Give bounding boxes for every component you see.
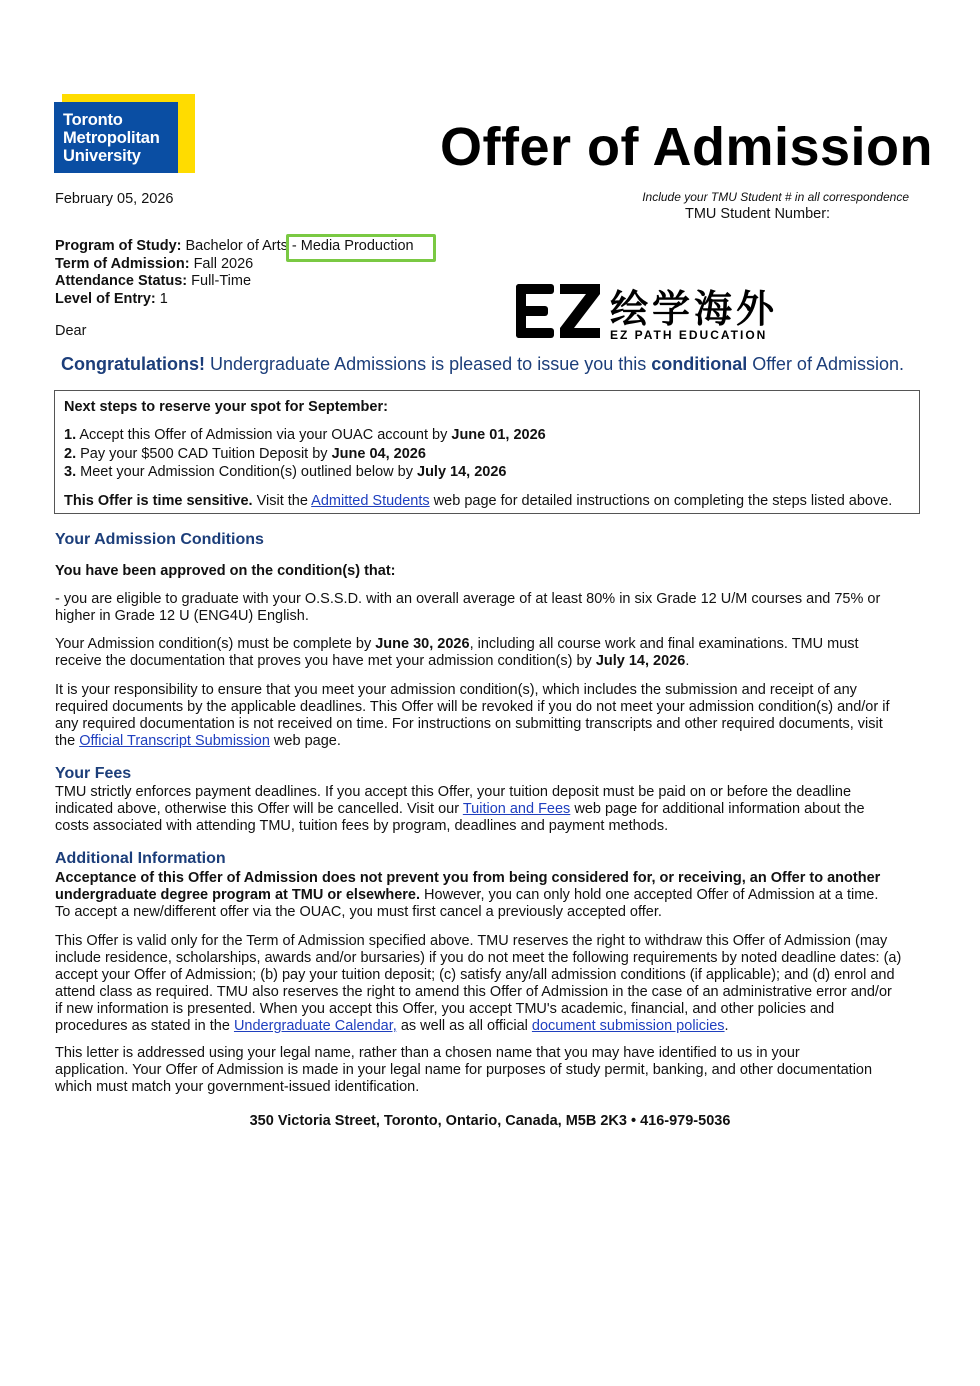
watermark-english-text: EZ PATH EDUCATION [610, 328, 768, 342]
next-steps-list [64, 426, 546, 482]
term-of-admission: Term of Admission: Fall 2026 [55, 255, 254, 272]
validity-text: This Offer is valid only for the Term of Admission specified above. TMU reserves the right to withdraw this Offer of Admission (may include residence, scholarships, awards and/or bursaries) if you do not meet the following requirements by noted deadline dates: (a) accept your Offer of Admission; (b) pay your tuition deposit; (c) satisfy any/all admission conditions (if applicable); and (d) enrol and attend class as required. TMU also reserves the right to amend this Offer of Admission in the case of an administrative error and/or if new information is presented. When you accept this Offer, you accept TMU's academic, financial, and other policies and procedures as stated in the Undergraduate Calendar, as well as all official document submission policies. [55, 933, 902, 1034]
ez-path-watermark [516, 282, 788, 342]
conditions-heading: Your Admission Conditions [55, 531, 264, 548]
responsibility-text: It is your responsibility to ensure that you meet your admission condition(s), which includes the submission and receipt of any required documents by the applicable deadlines. This Offer will be revoked if you do not meet your admission condition(s) and/or if any required documentation is not received on time. For instructions on submitting transcripts and other required documents, visit the Official Transcript Submission web page. [55, 682, 890, 749]
tuition-fees-link[interactable]: Tuition and Fees [462, 801, 571, 817]
document-policies-link[interactable]: document submission policies [531, 1018, 725, 1034]
document-title: Offer of Admission [440, 117, 934, 177]
salutation: Dear [55, 323, 87, 339]
level-of-entry: Level of Entry: 1 [55, 290, 168, 307]
correspondence-note: Include your TMU Student # in all correspondence [642, 190, 909, 204]
tmu-logo [54, 94, 195, 173]
highlight-box [286, 234, 436, 262]
legal-name-text: This letter is addressed using your legal name, rather than a chosen name that you may have identified to us in your application. Your Offer of Admission is made in your legal name for purposes of study permit, banking, and other documentation which must match your government-issued identification. [55, 1045, 873, 1095]
admitted-students-link[interactable]: Admitted Students [311, 493, 430, 509]
step-item: 3. Meet your Admission Condition(s) outlined below by July 14, 2026 [64, 464, 507, 480]
additional-heading: Additional Information [55, 850, 226, 867]
acceptance-text: Acceptance of this Offer of Admission does not prevent you from being considered for, or receiving, an Offer to another undergraduate degree program at TMU or elsewhere. However, you can only hold one accepted Offer of Admission at a time. To accept a new/different offer via the OUAC, you must first cancel a previously accepted offer. [55, 870, 881, 920]
step-item: 1. Accept this Offer of Admission via your OUAC account by June 01, 2026 [64, 427, 546, 443]
fees-heading: Your Fees [55, 765, 132, 782]
next-steps-heading: Next steps to reserve your spot for September: [64, 399, 388, 415]
attendance-status: Attendance Status: Full-Time [55, 273, 252, 289]
university-address: 350 Victoria Street, Toronto, Ontario, Canada, M5B 2K3 • 416-979-5036 [249, 1113, 731, 1129]
logo-text: Toronto Metropolitan University [63, 111, 160, 165]
student-number-label: TMU Student Number: [685, 206, 831, 222]
undergraduate-calendar-link[interactable]: Undergraduate Calendar, [233, 1018, 397, 1034]
completion-text: Your Admission condition(s) must be complete by June 30, 2026, including all course work and final examinations. TMU must receive the documentation that proves you have met your admission condition(s) by July 14, 2026. [55, 636, 859, 669]
fees-text: TMU strictly enforces payment deadlines. If you accept this Offer, your tuition deposit must be paid on or before the deadline indicated above, otherwise this Offer will be cancelled. Visit our Tuition and Fees web page for additional information about the costs associated with attending TMU, tuition fees by program, deadlines and payment methods. [55, 784, 865, 834]
condition-text: - you are eligible to graduate with your O.S.S.D. with an overall average of at least 80% in six Grade 12 U/M courses and 75% or higher in Grade 12 U (ENG4U) English. [55, 591, 881, 624]
letter-date: February 05, 2026 [55, 191, 174, 207]
next-steps-box [54, 390, 920, 514]
watermark-chinese-text: 绘学海外 [610, 287, 779, 331]
approved-line: You have been approved on the condition(s) that: [55, 563, 396, 579]
transcript-submission-link[interactable]: Official Transcript Submission [79, 733, 270, 749]
step-item: 2. Pay your $500 CAD Tuition Deposit by June 04, 2026 [64, 445, 426, 462]
congratulations-line: Congratulations! Undergraduate Admissions is pleased to issue you this conditional Offer of Admission. [61, 354, 904, 374]
next-steps-footer: This Offer is time sensitive. Visit the Admitted Students web page for detailed instructions on completing the steps listed above. [64, 493, 893, 509]
ez-logo-icon [516, 284, 602, 340]
program-of-study: Program of Study: Bachelor of Arts - Media Production [55, 238, 414, 254]
